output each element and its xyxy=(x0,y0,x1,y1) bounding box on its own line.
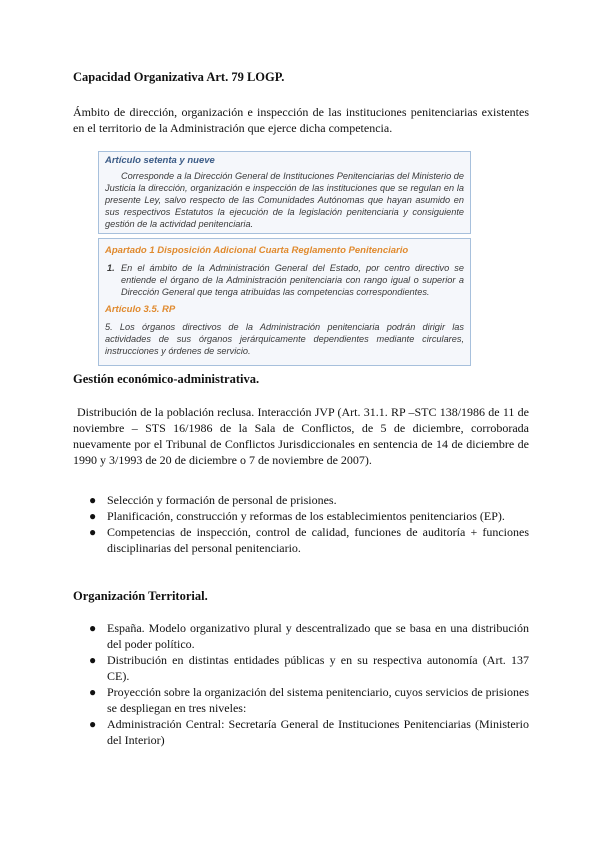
box-text-articulo-79: Corresponde a la Dirección General de Instituciones Penitenciarias del Ministerio de Justicia la dirección, organización e inspección de las instituciones que se regulan en la presente Ley, salvo respecto de las Comunidades Autónomas que hayan asumido en sus respectivos Estatutos la ejecución de la legislación penitenciaria y consiguiente gestión de la actividad penitenciaria. xyxy=(105,171,464,229)
box-subtext-articulo-3-5: 5. Los órganos directivos de la Administración penitenciaria podrán dirigir las actividades de sus órganos jerárquicamente dependientes mediante circulares, instrucciones y órdenes de servicio. xyxy=(105,322,464,356)
bullet-list-organizacion xyxy=(73,620,529,748)
bullet-icon: ● xyxy=(89,493,97,507)
list-item: ● España. Modelo organizativo plural y descentralizado que se basa en una distribución del poder político. xyxy=(89,621,529,651)
bullet-icon: ● xyxy=(89,685,97,699)
section-title-capacidad: Capacidad Organizativa Art. 79 LOGP. xyxy=(73,70,285,84)
list-item: ● Planificación, construcción y reformas de los establecimientos penitenciarios (EP). xyxy=(89,509,505,523)
bullet-icon: ● xyxy=(89,525,97,539)
list-item: ● Selección y formación de personal de prisiones. xyxy=(89,493,337,507)
box-numbered-item xyxy=(105,262,464,298)
list-item: ● Proyección sobre la organización del sistema penitenciario, cuyos servicios de prisiones se despliegan en tres niveles: xyxy=(89,685,529,715)
box-item-number: 1. xyxy=(107,263,115,273)
list-item: ● Administración Central: Secretaría General de Instituciones Penitenciarias (Ministerio del Interior) xyxy=(89,717,529,747)
section-title-gestion: Gestión económico-administrativa. xyxy=(73,372,260,386)
section-paragraph-ambito: Ámbito de dirección, organización e inspección de las instituciones penitenciarias existentes en el territorio de la Administración que ejerce dicha competencia. xyxy=(73,105,529,135)
quote-box-disposicion-adicional xyxy=(98,238,471,366)
bullet-icon: ● xyxy=(89,621,97,635)
list-item: ● Competencias de inspección, control de calidad, funciones de auditoría + funciones disciplinarias del personal penitenciario. xyxy=(89,525,529,555)
box-item-text: En el ámbito de la Administración General del Estado, por centro directivo se entiende el órgano de la Administración penitenciaria con rango igual o superior a Dirección General que tenga atribuidas las competencias correspondientes. xyxy=(121,263,464,297)
box-title-articulo-79: Artículo setenta y nueve xyxy=(105,155,215,166)
bullet-icon: ● xyxy=(89,717,97,731)
section-title-organizacion: Organización Territorial. xyxy=(73,589,208,603)
section-paragraph-distribucion: Distribución de la población reclusa. Interacción JVP (Art. 31.1. RP –STC 138/1986 de 11 de noviembre – STS 16/1986 de la Sala de Conflictos, de 5 de diciembre, corroborada nuevamente por el Tribunal de Conflictos Jurisdiccionales en sentencia de 14 de diciembre de 1990 y 3/1993 de 20 de diciembre o 7 de noviembre de 2007). xyxy=(73,405,529,467)
bullet-list-gestion xyxy=(73,492,529,556)
box-title-disposicion: Apartado 1 Disposición Adicional Cuarta Reglamento Penitenciario xyxy=(105,245,409,256)
box-subtitle-articulo-3-5: Artículo 3.5. RP xyxy=(105,304,176,315)
list-item: ● Distribución en distintas entidades públicas y en su respectiva autonomía (Art. 137 CE). xyxy=(89,653,529,683)
bullet-icon: ● xyxy=(89,653,97,667)
quote-box-articulo-79 xyxy=(98,151,471,234)
bullet-icon: ● xyxy=(89,509,97,523)
